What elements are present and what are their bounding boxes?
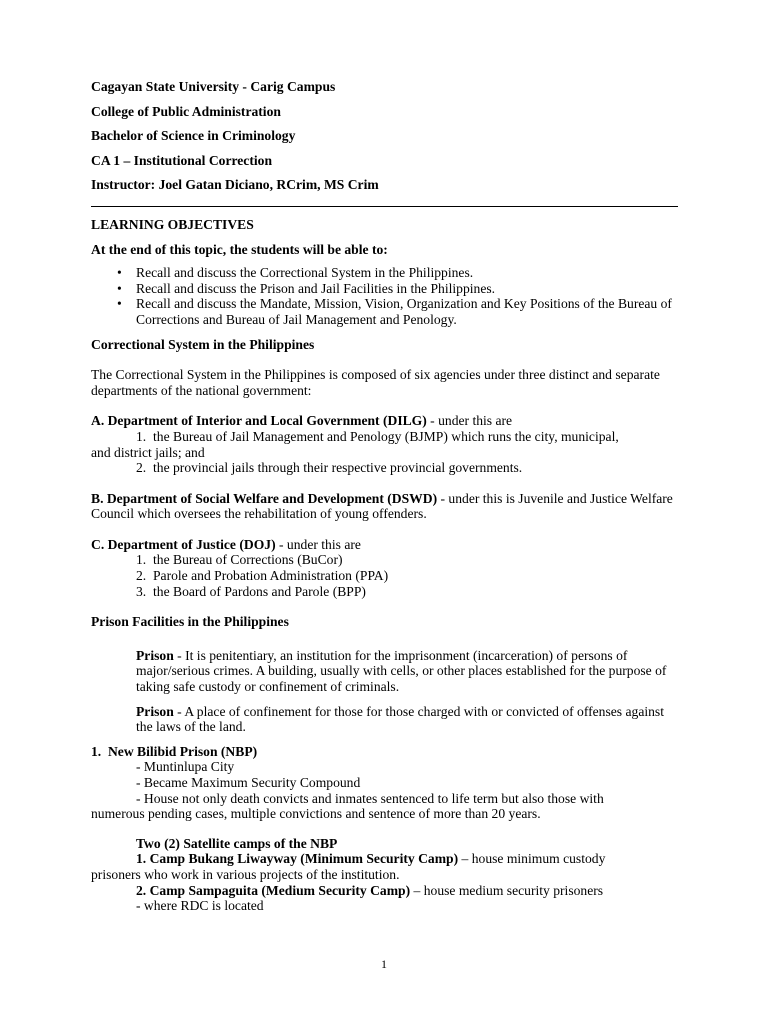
list-text: the Bureau of Jail Management and Penology (BJMP) which runs the city, municipal, (153, 428, 619, 444)
correctional-intro: The Correctional System in the Philippines is composed of six agencies under three distinct and separate departments of the national government: (91, 367, 660, 398)
nbp-detail: - Muntinlupa City (136, 759, 235, 775)
dilg-title: A. Department of Interior and Local Government (DILG) (91, 413, 427, 429)
correctional-heading: Correctional System in the Philippines (91, 336, 315, 352)
doj-suffix: - under this are (275, 536, 361, 552)
list-text: the provincial jails through their respective provincial governments. (153, 460, 523, 476)
objectives-intro: At the end of this topic, the students will be able to: (91, 241, 388, 257)
list-number: 2. (136, 460, 147, 476)
document-page (91, 79, 679, 914)
satellite-heading: Two (2) Satellite camps of the NBP (136, 835, 338, 851)
dswd-paragraph (91, 491, 679, 522)
prison-definition-2 (91, 704, 679, 735)
instructor-line: Instructor: Joel Gatan Diciano, RCrim, MS Crim (91, 177, 379, 193)
college-name: College of Public Administration (91, 103, 281, 119)
camp-2 (91, 883, 679, 899)
camp-1-text: – house minimum custody (458, 851, 606, 867)
dilg-item-1-cont: and district jails; and (91, 444, 205, 460)
divider-line (91, 206, 678, 207)
dilg-suffix: - under this are (426, 413, 513, 429)
camp-1-title: 1. Camp Bukang Liwayway (Minimum Security Camp) (136, 851, 459, 867)
dilg-item-1 (91, 429, 679, 445)
dilg-paragraph (91, 413, 679, 429)
doj-item: 3. the Board of Pardons and Parole (BPP) (136, 583, 366, 599)
university-name: Cagayan State University - Carig Campus (91, 79, 336, 94)
prison-definition-1 (91, 648, 679, 695)
objective-item: • Recall and discuss the Correctional System in the Philippines. (136, 265, 679, 281)
objectives-heading: LEARNING OBJECTIVES (91, 216, 254, 232)
definition-text: - It is penitentiary, an institution for the imprisonment (incarceration) of persons of major/serious crimes. A building, usually with cells, or other places established for the purpose of taking safe custody or confinement of criminals. (136, 647, 667, 695)
nbp-detail: - Became Maximum Security Compound (136, 775, 361, 790)
nbp-title: 1. New Bilibid Prison (NBP) (91, 743, 258, 759)
objective-item: • Recall and discuss the Mandate, Mission, Vision, Organization and Key Positions of the Bureau of Corrections and Bureau of Jail Management and Penology. (136, 296, 679, 327)
doj-item: 1. the Bureau of Corrections (BuCor) (136, 552, 343, 568)
definition-term: Prison (136, 703, 174, 719)
course-title: CA 1 – Institutional Correction (91, 152, 272, 168)
nbp-detail-cont: numerous pending cases, multiple convictions and sentence of more than 20 years. (91, 806, 541, 822)
list-number: 1. (136, 428, 147, 444)
nbp-detail: - House not only death convicts and inmates sentenced to life term but also those with (136, 790, 604, 806)
camp-1 (91, 851, 679, 867)
camp-2-text: – house medium security prisoners (410, 882, 604, 898)
objective-item: • Recall and discuss the Prison and Jail Facilities in the Philippines. (136, 281, 679, 297)
definition-text: - A place of confinement for those for those charged with or convicted of offenses against the laws of the land. (136, 703, 664, 735)
camp-2-title: 2. Camp Sampaguita (Medium Security Camp) (136, 882, 411, 898)
dilg-item-2 (91, 460, 679, 476)
prison-heading: Prison Facilities in the Philippines (91, 614, 289, 630)
dswd-title: B. Department of Social Welfare and Development (DSWD) (91, 490, 438, 506)
camp-1-cont: prisoners who work in various projects of the institution. (91, 866, 400, 882)
doj-title: C. Department of Justice (DOJ) (91, 536, 276, 552)
program-name: Bachelor of Science in Criminology (91, 128, 296, 144)
dswd-suffix: - under this is Juvenile and Justice Welfare Council which oversees the rehabilitation of young offenders. (91, 490, 673, 522)
doj-item: 2. Parole and Probation Administration (PPA) (136, 568, 389, 584)
doj-paragraph (91, 537, 679, 553)
definition-term: Prison (136, 647, 174, 663)
camp-2-note: - where RDC is located (136, 898, 264, 914)
objectives-list (91, 265, 679, 327)
page-number: 1 (381, 957, 387, 971)
